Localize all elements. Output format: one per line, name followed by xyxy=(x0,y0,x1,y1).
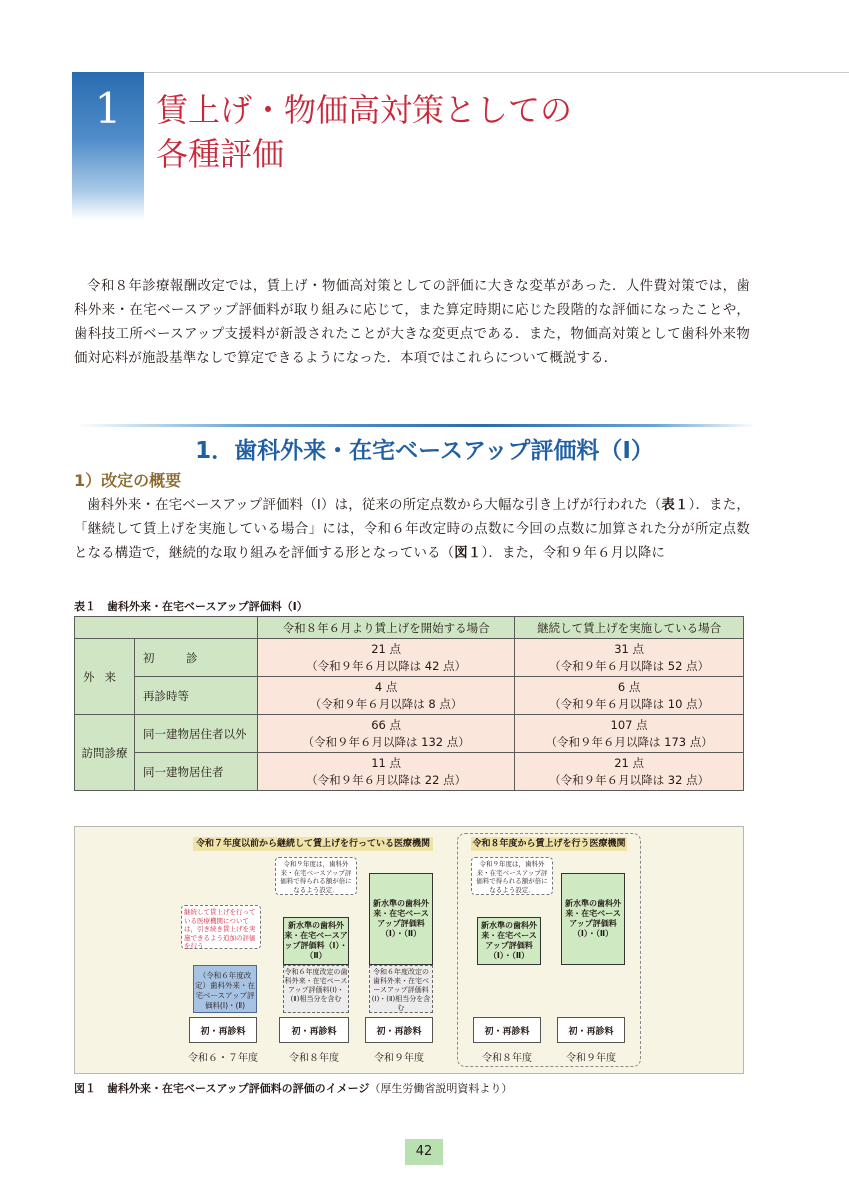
table-row xyxy=(75,753,744,791)
table-corner xyxy=(75,617,258,639)
section-title: 1．歯科外来・在宅ベースアップ評価料（Ⅰ） xyxy=(195,438,654,464)
subsection-title: 1）改定の概要 xyxy=(74,471,182,490)
base-fee-r6-7: 初・再診料 xyxy=(189,1017,257,1043)
callout-double-right: 令和９年度は，歯科外来・在宅ベースアップ評価料で得られる額が倍になるよう設定． xyxy=(471,857,553,895)
table-cell: 21 点 （令和９年６月以降は 32 点） xyxy=(515,753,744,791)
group-home-visit: 訪問診療 xyxy=(75,715,135,791)
chapter-title-line1: 賃上げ・物価高対策としての xyxy=(156,91,573,129)
year-label: 令和９年度 xyxy=(374,1053,424,1064)
table-row xyxy=(75,677,744,715)
figure-base-up-image xyxy=(74,826,744,1074)
page-number: 42 xyxy=(405,1139,443,1165)
paragraph-text-c: ）．また，令和９年６月以降に xyxy=(481,546,666,561)
paragraph-text-b: ）．また，「継続して賃上げを実施している場合」には，令和６年改定時の点数に今回の点数に加算された分が所定点数となる構造で，継続的な取り組みを評価する形となっている（ xyxy=(74,498,750,561)
box-r6-included-r8: 令和６年度改定の歯科外来・在宅ベースアップ評価料(Ⅰ)・(Ⅱ)相当分を含む xyxy=(283,965,349,1013)
chapter-title-line2: 各種評価 xyxy=(156,135,285,173)
box-new-level-r8-right: 新水準の歯科外来・在宅ベースアップ評価料（Ⅰ）・（Ⅱ） xyxy=(477,917,541,965)
row-label: 同一建物居住者 xyxy=(135,753,258,791)
table-cell: 21 点 （令和９年６月以降は 42 点） xyxy=(258,639,515,677)
box-new-level-r9-right: 新水準の歯科外来・在宅ベースアップ評価料（Ⅰ）・（Ⅱ） xyxy=(561,873,625,965)
base-fee-r9-right: 初・再診料 xyxy=(557,1017,625,1043)
row-label: 初 診 xyxy=(135,639,258,677)
box-r6-included-r9: 令和６年度改定の歯科外来・在宅ベースアップ評価料(Ⅰ)・(Ⅱ)相当分を含む xyxy=(369,965,433,1013)
base-fee-r9-left: 初・再診料 xyxy=(365,1017,433,1043)
callout-continuing: 継続して賃上げを行っている医療機関については，引き続き賃上げを実施できるよう追加の評価を行う xyxy=(181,905,261,949)
table-cell: 6 点 （令和９年６月以降は 10 点） xyxy=(515,677,744,715)
table-cell: 4 点 （令和９年６月以降は 8 点） xyxy=(258,677,515,715)
box-new-level-r9-left: 新水準の歯科外来・在宅ベースアップ評価料（Ⅰ）・（Ⅱ） xyxy=(369,873,433,965)
section-paragraph xyxy=(74,494,750,566)
table-caption: 表１ 歯科外来・在宅ベースアップ評価料（Ⅰ） xyxy=(74,600,308,613)
table-cell: 107 点 （令和９年６月以降は 173 点） xyxy=(515,715,744,753)
base-fee-r8-left: 初・再診料 xyxy=(279,1017,349,1043)
chapter-number: 1 xyxy=(94,84,122,133)
table-cell: 31 点 （令和９年６月以降は 52 点） xyxy=(515,639,744,677)
header-rule xyxy=(72,72,849,73)
table-reference: 表１ xyxy=(661,498,689,513)
figure-right-header: 令和８年度から賃上げを行う医療機関 xyxy=(472,839,626,849)
figure-left-header: 令和７年度以前から継続して賃上げを行っている医療機関 xyxy=(193,837,433,851)
group-outpatient: 外来 xyxy=(75,639,135,715)
callout-double-left: 令和９年度は，歯科外来・在宅ベースアップ評価料で得られる額が倍になるよう設定． xyxy=(275,857,357,895)
row-label: 再診時等 xyxy=(135,677,258,715)
paragraph-text-a: 歯科外来・在宅ベースアップ評価料（Ⅰ）は，従来の所定点数から大幅な引き上げが行われた（ xyxy=(87,498,662,513)
chapter-title xyxy=(156,88,572,176)
year-label: 令和８年度 xyxy=(482,1053,532,1064)
row-label: 同一建物居住者以外 xyxy=(135,715,258,753)
table-cell: 11 点 （令和９年６月以降は 22 点） xyxy=(258,753,515,791)
base-fee-r8-right: 初・再診料 xyxy=(473,1017,541,1043)
year-label: 令和９年度 xyxy=(566,1053,616,1064)
table-row xyxy=(75,715,744,753)
year-label: 令和６・７年度 xyxy=(188,1053,258,1064)
figure-reference: 図１ xyxy=(454,546,482,561)
box-r6-base-up: （令和６年度改定）歯科外来・在宅ベースアップ評価料(Ⅰ)・(Ⅱ) xyxy=(193,965,257,1013)
col-header-start: 令和８年６月より賃上げを開始する場合 xyxy=(258,617,515,639)
base-up-fee-table xyxy=(74,616,744,791)
figure-caption-source: （厚生労働省説明資料より） xyxy=(369,1082,513,1095)
box-new-level-r8-left: 新水準の歯科外来・在宅ベースアップ評価料（Ⅰ）・（Ⅱ） xyxy=(283,917,349,965)
intro-paragraph: 令和８年診療報酬改定では，賃上げ・物価高対策としての評価に大きな変革があった．人件費対策では，歯科外来・在宅ベースアップ評価料が取り組みに応じて，また算定時期に応じた段階的な評価になったことや，歯科技工所ベースアップ支援料が新設されたことが大きな変更点である．また，物価高対策として歯科外来物価対応料が施設基準なしで算定できるようになった．本項ではこれらについて概説する． xyxy=(74,279,750,366)
table-header-row xyxy=(75,617,744,639)
table-cell: 66 点 （令和９年６月以降は 132 点） xyxy=(258,715,515,753)
col-header-continue: 継続して賃上げを実施している場合 xyxy=(515,617,744,639)
table-row xyxy=(75,639,744,677)
figure-caption: 図１ 歯科外来・在宅ベースアップ評価料の評価のイメージ（厚生労働省説明資料より） xyxy=(74,1082,513,1095)
year-label: 令和８年度 xyxy=(289,1053,339,1064)
section-rule xyxy=(76,424,756,427)
